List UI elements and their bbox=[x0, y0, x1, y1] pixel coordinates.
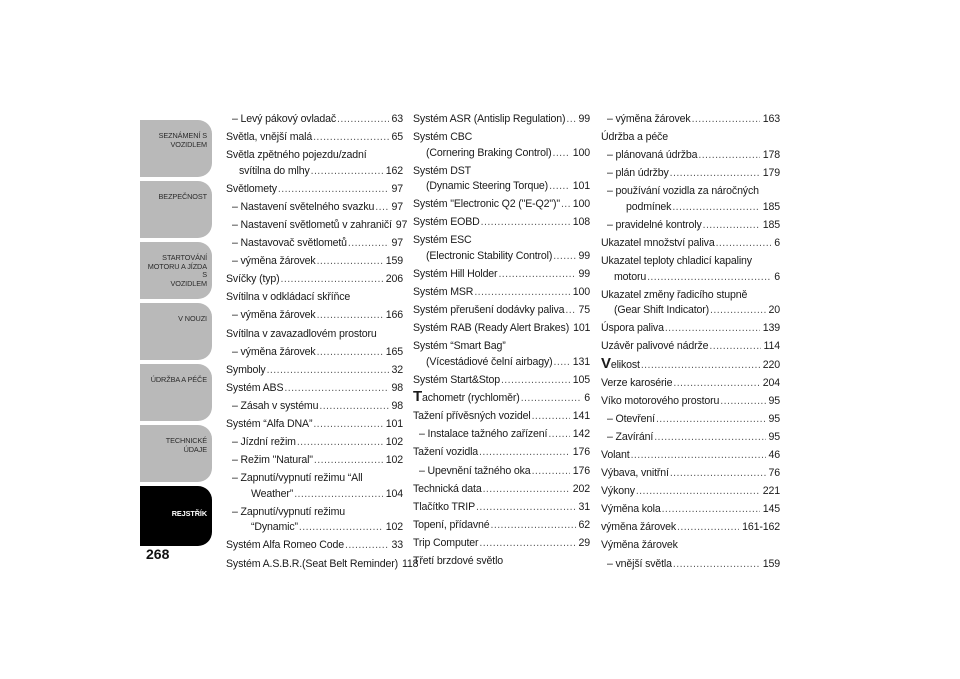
index-entry-text: – Nastavovač světlometů bbox=[232, 237, 347, 250]
index-entry-text: Systém CBC bbox=[413, 131, 473, 144]
index-entry-page: 145 bbox=[762, 503, 780, 516]
index-entry[interactable] bbox=[226, 557, 419, 573]
index-entry-page: 159 bbox=[762, 557, 780, 570]
index-entry[interactable] bbox=[413, 500, 590, 516]
index-entry-text: Systém EOBD bbox=[413, 216, 480, 229]
index-entry-page: 97 bbox=[391, 200, 403, 213]
chapter-tab-4[interactable] bbox=[140, 303, 212, 360]
index-entry-page: 97 bbox=[395, 218, 408, 231]
index-entry-text: (Cornering Braking Control) bbox=[426, 146, 552, 159]
index-entry[interactable] bbox=[601, 394, 780, 410]
dot-leader bbox=[348, 236, 389, 252]
index-entry-text: Výměna žárovek bbox=[601, 539, 678, 552]
index-entry[interactable] bbox=[601, 321, 780, 337]
index-entry[interactable] bbox=[226, 327, 403, 343]
index-entry-page: 202 bbox=[572, 482, 590, 495]
dot-leader bbox=[317, 254, 383, 270]
index-entry-text: Svíčky (typ) bbox=[226, 273, 280, 286]
index-entry[interactable] bbox=[601, 376, 780, 392]
index-entry[interactable] bbox=[413, 197, 590, 213]
index-entry-text: – plán údržby bbox=[607, 167, 669, 180]
dot-leader bbox=[641, 358, 760, 374]
index-entry-page: 142 bbox=[572, 428, 590, 441]
index-entry[interactable] bbox=[601, 339, 780, 355]
index-entry[interactable] bbox=[226, 345, 403, 361]
chapter-tab-label: BEZPEČNOST bbox=[158, 192, 207, 201]
index-entry[interactable] bbox=[413, 267, 590, 283]
index-entry[interactable] bbox=[226, 363, 403, 379]
index-entry-page: 102 bbox=[385, 521, 403, 534]
dot-leader bbox=[566, 112, 575, 128]
index-entry-text: Systém ESC bbox=[413, 234, 472, 247]
index-entry-page: 100 bbox=[572, 198, 590, 211]
index-entry-text: – Nastavení světelného svazku bbox=[232, 200, 375, 213]
index-entry[interactable] bbox=[413, 112, 590, 128]
index-entry[interactable] bbox=[226, 254, 403, 270]
index-entry-page: 108 bbox=[572, 216, 590, 229]
dot-leader bbox=[314, 453, 383, 469]
index-entry-page: 104 bbox=[385, 487, 403, 500]
index-entry-page: 118 bbox=[401, 557, 419, 570]
index-entry[interactable] bbox=[601, 184, 780, 215]
index-entry[interactable] bbox=[413, 164, 590, 195]
index-entry[interactable] bbox=[226, 381, 403, 397]
dot-leader bbox=[297, 435, 383, 451]
index-entry[interactable] bbox=[601, 354, 780, 374]
dot-leader bbox=[313, 130, 388, 146]
index-entry[interactable] bbox=[226, 290, 403, 306]
index-entry-text: Systém Alfa Romeo Code bbox=[226, 539, 344, 552]
dot-leader bbox=[656, 412, 766, 428]
index-entry-page: 63 bbox=[391, 113, 403, 125]
index-entry-text: (Vícestádiové čelní airbagy) bbox=[426, 355, 553, 368]
chapter-tab-7[interactable] bbox=[140, 486, 212, 546]
dot-leader bbox=[677, 520, 739, 536]
index-entry-page: 6 bbox=[774, 270, 780, 283]
dot-leader bbox=[636, 484, 760, 500]
chapter-tab-6[interactable] bbox=[140, 425, 212, 482]
index-entry-text: – Nastavení světlometů v zahraničí bbox=[232, 218, 392, 231]
index-entry[interactable] bbox=[413, 130, 590, 161]
index-entry-page: 33 bbox=[391, 539, 403, 552]
index-entry[interactable] bbox=[413, 321, 590, 337]
dot-leader bbox=[474, 285, 569, 301]
section-initial: T bbox=[413, 388, 423, 406]
dot-leader bbox=[278, 182, 389, 198]
index-entry-text: Světla zpětného pojezdu/zadní bbox=[226, 149, 367, 162]
index-entry[interactable] bbox=[226, 505, 403, 536]
index-entry[interactable] bbox=[601, 254, 780, 285]
index-entry[interactable] bbox=[226, 130, 403, 146]
page-number: 268 bbox=[146, 546, 170, 562]
dot-leader bbox=[281, 272, 383, 288]
index-entry-text: Technická data bbox=[413, 482, 482, 495]
chapter-tab-label: ÚDRŽBA A PÉČE bbox=[150, 375, 207, 384]
index-entry-page: 163 bbox=[762, 113, 780, 125]
index-entry-text: Výbava, vnitřní bbox=[601, 467, 669, 480]
index-entry[interactable] bbox=[601, 484, 780, 500]
index-entry[interactable] bbox=[601, 218, 780, 234]
index-entry-page: 6 bbox=[774, 237, 780, 250]
dot-leader bbox=[481, 215, 570, 231]
dot-leader bbox=[319, 399, 388, 415]
dot-leader bbox=[311, 164, 383, 180]
dot-leader bbox=[561, 197, 570, 213]
dot-leader bbox=[631, 448, 766, 464]
index-entry-page: 97 bbox=[391, 182, 403, 195]
index-entry-text: Výměna kola bbox=[601, 503, 661, 516]
chapter-tab-label: VOZIDLEM bbox=[170, 278, 207, 288]
index-entry-page: 65 bbox=[391, 131, 403, 144]
index-entry-text: svítilna do mlhy bbox=[239, 164, 310, 177]
index-entry-text: Víko motorového prostoru bbox=[601, 394, 720, 407]
index-entry-page: 185 bbox=[762, 200, 780, 213]
index-entry-page: 131 bbox=[572, 355, 590, 368]
index-entry-page: 46 bbox=[768, 449, 780, 461]
index-entry-text: – Otevření bbox=[607, 412, 655, 425]
index-entry[interactable] bbox=[601, 466, 780, 482]
dot-leader bbox=[548, 427, 569, 443]
dot-leader bbox=[313, 417, 382, 433]
dot-leader bbox=[692, 112, 760, 128]
chapter-tab-label: VOZIDLEM bbox=[170, 139, 207, 149]
chapter-tab-label: REJSTŘÍK bbox=[171, 509, 207, 518]
index-entry-text: Ukazatel množství paliva bbox=[601, 237, 715, 250]
index-entry-text: – Režim "Natural" bbox=[232, 454, 313, 467]
index-entry-text: Světlomety bbox=[226, 182, 277, 195]
index-entry-text: – Instalace tažného zařízení bbox=[419, 428, 548, 441]
index-entry-text: – plánovaná údržba bbox=[607, 149, 698, 162]
index-entry-page: 101 bbox=[385, 418, 403, 430]
index-entry[interactable] bbox=[226, 218, 408, 234]
index-entry[interactable] bbox=[226, 112, 403, 128]
index-entry-text: Tažení vozidla bbox=[413, 446, 479, 459]
dot-leader bbox=[670, 466, 766, 482]
index-entry[interactable] bbox=[413, 285, 590, 301]
index-entry-text: – Jízdní režim bbox=[232, 436, 296, 449]
dot-leader bbox=[654, 430, 765, 446]
dot-leader bbox=[665, 321, 760, 337]
index-entry-page: 95 bbox=[768, 430, 780, 443]
index-entry-text: Systém “Smart Bag” bbox=[413, 340, 506, 353]
index-entry[interactable] bbox=[413, 373, 590, 389]
index-entry-page: 176 bbox=[572, 464, 590, 477]
index-entry-page: 161-162 bbox=[742, 521, 780, 534]
dot-leader bbox=[709, 339, 760, 355]
dot-leader bbox=[299, 520, 383, 536]
index-entry-page: 105 bbox=[572, 374, 590, 387]
dot-leader bbox=[521, 391, 582, 407]
index-entry[interactable] bbox=[226, 453, 403, 469]
chapter-tab-label: TECHNICKÉ ÚDAJE bbox=[165, 436, 207, 454]
index-entry-text: Systém “Alfa DNA” bbox=[226, 418, 313, 430]
chapter-tab-3[interactable] bbox=[140, 242, 212, 299]
index-entry[interactable] bbox=[226, 538, 403, 554]
index-entry-text: Tažení přívěsných vozidel bbox=[413, 410, 531, 423]
dot-leader bbox=[317, 345, 383, 361]
index-entry[interactable] bbox=[413, 427, 590, 443]
index-entry-text: achometr (rychloměr) bbox=[422, 392, 520, 405]
index-column-3 bbox=[601, 112, 780, 575]
index-entry[interactable] bbox=[413, 464, 590, 480]
chapter-tab-label: STARTOVÁNÍ bbox=[162, 253, 207, 262]
dot-leader bbox=[483, 482, 570, 498]
index-entry-page: 114 bbox=[763, 340, 780, 353]
dot-leader bbox=[710, 303, 765, 319]
index-entry[interactable] bbox=[413, 303, 590, 319]
index-entry[interactable] bbox=[226, 399, 403, 415]
index-entry-text: (Dynamic Steering Torque) bbox=[426, 180, 549, 193]
index-entry[interactable] bbox=[226, 148, 403, 179]
dot-leader bbox=[673, 376, 759, 392]
index-entry[interactable] bbox=[226, 272, 403, 288]
index-entry-text: – používání vozidla za náročných bbox=[607, 185, 759, 198]
index-entry-page: 6 bbox=[584, 392, 590, 405]
index-entry-text: – Zásah v systému bbox=[232, 399, 319, 412]
dot-leader bbox=[476, 500, 575, 516]
index-entry-text: – vnější světla bbox=[607, 557, 672, 570]
index-entry-page: 95 bbox=[768, 394, 780, 407]
index-entry-text: – výměna žárovek bbox=[232, 309, 316, 322]
index-entry[interactable] bbox=[601, 130, 780, 146]
index-entry-page: 179 bbox=[762, 167, 780, 180]
index-entry-text: Světla, vnější malá bbox=[226, 131, 313, 144]
index-entry-page: 185 bbox=[762, 218, 780, 231]
dot-leader bbox=[345, 538, 389, 554]
index-entry[interactable] bbox=[413, 215, 590, 231]
dot-leader bbox=[552, 146, 569, 162]
index-entry-page: 220 bbox=[762, 358, 780, 371]
index-entry-page: 100 bbox=[572, 146, 590, 159]
index-entry-text: – výměna žárovek bbox=[232, 345, 316, 358]
index-entry-page: 99 bbox=[578, 113, 590, 125]
dot-leader bbox=[501, 373, 570, 389]
index-entry[interactable] bbox=[601, 148, 780, 164]
index-entry-text: – Zapnutí/vypnutí režimu “All bbox=[232, 472, 363, 485]
index-entry-text: Weather” bbox=[251, 487, 294, 500]
chapter-tab-label: MOTORU A JÍZDA S bbox=[147, 261, 207, 280]
chapter-tab-2[interactable] bbox=[140, 181, 212, 238]
index-entry-page: 31 bbox=[578, 500, 590, 513]
index-column-1 bbox=[226, 112, 419, 575]
index-entry-page: 101 bbox=[573, 322, 591, 335]
index-entry[interactable] bbox=[413, 409, 590, 425]
dot-leader bbox=[532, 464, 570, 480]
dot-leader bbox=[498, 267, 575, 283]
index-entry[interactable] bbox=[226, 182, 403, 198]
section-initial: V bbox=[601, 354, 611, 372]
index-entry-page: 206 bbox=[385, 273, 403, 286]
dot-leader bbox=[673, 557, 760, 573]
index-entry[interactable] bbox=[601, 412, 780, 428]
index-entry-text: (Gear Shift Indicator) bbox=[614, 304, 710, 317]
index-entry-page: 166 bbox=[385, 309, 403, 322]
index-entry-text: Svítilna v zavazadlovém prostoru bbox=[226, 327, 377, 340]
index-entry-text: Systém ASR (Antislip Regulation) bbox=[413, 113, 566, 125]
index-entry[interactable] bbox=[601, 112, 780, 128]
index-entry[interactable] bbox=[601, 236, 780, 252]
index-entry-text: – výměna žárovek bbox=[232, 255, 316, 268]
index-entry-text: výměna žárovek bbox=[601, 521, 677, 534]
index-entry[interactable] bbox=[601, 538, 780, 554]
index-entry[interactable] bbox=[413, 445, 590, 461]
index-entry-page: 102 bbox=[385, 436, 403, 449]
index-entry-page: 32 bbox=[391, 363, 403, 376]
index-entry-page: 62 bbox=[578, 518, 590, 531]
index-entry-page: 178 bbox=[762, 149, 780, 162]
index-entry-page: 76 bbox=[768, 467, 780, 480]
index-entry[interactable] bbox=[226, 435, 403, 451]
index-entry-text: Výkony bbox=[601, 485, 635, 498]
index-entry-page: 162 bbox=[385, 164, 403, 177]
index-entry-text: “Dynamic” bbox=[251, 521, 298, 534]
index-entry-text: Úspora paliva bbox=[601, 322, 664, 335]
index-entry-page: 176 bbox=[572, 446, 590, 459]
index-column-2 bbox=[413, 112, 590, 572]
dot-leader bbox=[532, 409, 570, 425]
index-entry-text: Uzávěr palivové nádrže bbox=[601, 340, 709, 353]
index-entry[interactable] bbox=[601, 430, 780, 446]
index-entry[interactable] bbox=[413, 536, 590, 552]
index-entry[interactable] bbox=[413, 518, 590, 534]
index-entry-text: Tlačítko TRIP bbox=[413, 500, 476, 513]
index-entry-text: Systém A.S.B.R.(Seat Belt Reminder) bbox=[226, 557, 398, 570]
index-entry-text: motoru bbox=[614, 270, 647, 283]
chapter-tab-label: V NOUZI bbox=[178, 314, 207, 323]
index-entry-page: 141 bbox=[572, 410, 590, 423]
index-entry-page: 101 bbox=[572, 180, 590, 193]
index-entry-text: elikost bbox=[610, 358, 640, 371]
index-entry-text: – výměna žárovek bbox=[607, 113, 691, 125]
index-entry[interactable] bbox=[413, 233, 590, 264]
index-entry[interactable] bbox=[226, 236, 403, 252]
index-entry-text: – pravidelné kontroly bbox=[607, 218, 702, 231]
index-entry-text: – Levý pákový ovladač bbox=[232, 113, 337, 125]
index-entry-page: 204 bbox=[762, 376, 780, 389]
index-entry[interactable] bbox=[601, 166, 780, 182]
dot-leader bbox=[703, 218, 760, 234]
index-entry-page: 98 bbox=[391, 399, 403, 412]
index-entry-page: 100 bbox=[572, 286, 590, 299]
index-entry-text: Systém MSR bbox=[413, 286, 474, 299]
dot-leader bbox=[479, 536, 575, 552]
index-entry-text: Symboly bbox=[226, 363, 266, 376]
dot-leader bbox=[267, 363, 389, 379]
chapter-tab-1[interactable] bbox=[140, 120, 212, 177]
index-entry-page: 99 bbox=[578, 268, 590, 281]
chapter-tab-5[interactable] bbox=[140, 364, 212, 421]
index-entry-text: Systém DST bbox=[413, 164, 471, 177]
index-entry-text: Trip Computer bbox=[413, 536, 479, 549]
index-entry-text: Údržba a péče bbox=[601, 131, 668, 144]
dot-leader bbox=[284, 381, 388, 397]
index-entry-page: 98 bbox=[391, 381, 403, 394]
index-entry-text: Svítilna v odkládací skříňce bbox=[226, 291, 351, 304]
index-entry-text: – Zapnutí/vypnutí režimu bbox=[232, 505, 345, 518]
index-entry-text: Systém přerušení dodávky paliva bbox=[413, 304, 565, 317]
index-entry-text: Systém Start&Stop bbox=[413, 374, 500, 387]
index-entry-text: Systém "Electronic Q2 ("E-Q2")" bbox=[413, 198, 560, 211]
index-entry-text: Verze karosérie bbox=[601, 376, 673, 389]
index-entry-text: Ukazatel teploty chladicí kapaliny bbox=[601, 255, 752, 268]
index-entry-page: 159 bbox=[385, 255, 403, 268]
index-entry-text: Systém ABS bbox=[226, 381, 284, 394]
index-entry[interactable] bbox=[601, 502, 780, 518]
index-entry-text: – Zavírání bbox=[607, 430, 654, 443]
dot-leader bbox=[662, 502, 760, 518]
index-entry-text: Systém Hill Holder bbox=[413, 268, 498, 281]
dot-leader bbox=[670, 166, 760, 182]
dot-leader bbox=[647, 270, 771, 286]
index-entry[interactable] bbox=[601, 557, 780, 573]
index-entry-text: – Upevnění tažného oka bbox=[419, 464, 531, 477]
index-entry-text: Ukazatel změny řadicího stupně bbox=[601, 288, 748, 301]
dot-leader bbox=[491, 518, 576, 534]
dot-leader bbox=[716, 236, 772, 252]
index-entry-page: 139 bbox=[762, 322, 780, 335]
index-entry[interactable] bbox=[601, 448, 780, 464]
chapter-tab-label: SEZNÁMENÍ S bbox=[158, 131, 207, 140]
index-entry[interactable] bbox=[601, 520, 780, 536]
index-entry[interactable] bbox=[226, 417, 403, 433]
index-entry-text: Systém RAB (Ready Alert Brakes) bbox=[413, 322, 570, 335]
index-entry[interactable] bbox=[226, 200, 403, 216]
dot-leader bbox=[565, 303, 575, 319]
dot-leader bbox=[375, 200, 388, 216]
dot-leader bbox=[553, 249, 575, 265]
index-entry[interactable] bbox=[413, 554, 590, 570]
dot-leader bbox=[337, 112, 388, 128]
index-entry-page: 102 bbox=[385, 454, 403, 467]
index-entry-text: Volant bbox=[601, 449, 630, 461]
chapter-tabs bbox=[140, 120, 212, 550]
index-entry[interactable] bbox=[601, 288, 780, 319]
index-entry-page: 97 bbox=[391, 237, 403, 250]
index-entry-page: 99 bbox=[578, 249, 590, 262]
index-entry-text: (Electronic Stability Control) bbox=[426, 249, 553, 262]
index-entry-text: podmínek bbox=[626, 200, 672, 213]
dot-leader bbox=[294, 487, 383, 503]
dot-leader bbox=[720, 394, 765, 410]
dot-leader bbox=[549, 179, 570, 195]
index-entry[interactable] bbox=[226, 308, 403, 324]
index-entry-page: 221 bbox=[762, 485, 780, 498]
index-entry-page: 29 bbox=[578, 536, 590, 549]
index-entry-page: 95 bbox=[768, 412, 780, 425]
index-entry[interactable] bbox=[413, 482, 590, 498]
dot-leader bbox=[698, 148, 759, 164]
dot-leader bbox=[479, 445, 570, 461]
index-entry-text: Topení, přídavné bbox=[413, 518, 490, 531]
index-entry-page: 165 bbox=[385, 345, 403, 358]
index-entry[interactable] bbox=[413, 339, 590, 370]
index-entry-text: Třetí brzdové světlo bbox=[413, 554, 504, 567]
index-entry-page: 20 bbox=[768, 304, 780, 317]
dot-leader bbox=[317, 308, 383, 324]
index-entry-page: 75 bbox=[578, 304, 590, 317]
dot-leader bbox=[672, 200, 759, 216]
dot-leader bbox=[554, 355, 570, 371]
index-entry[interactable] bbox=[226, 471, 403, 502]
index-entry[interactable] bbox=[413, 388, 590, 407]
